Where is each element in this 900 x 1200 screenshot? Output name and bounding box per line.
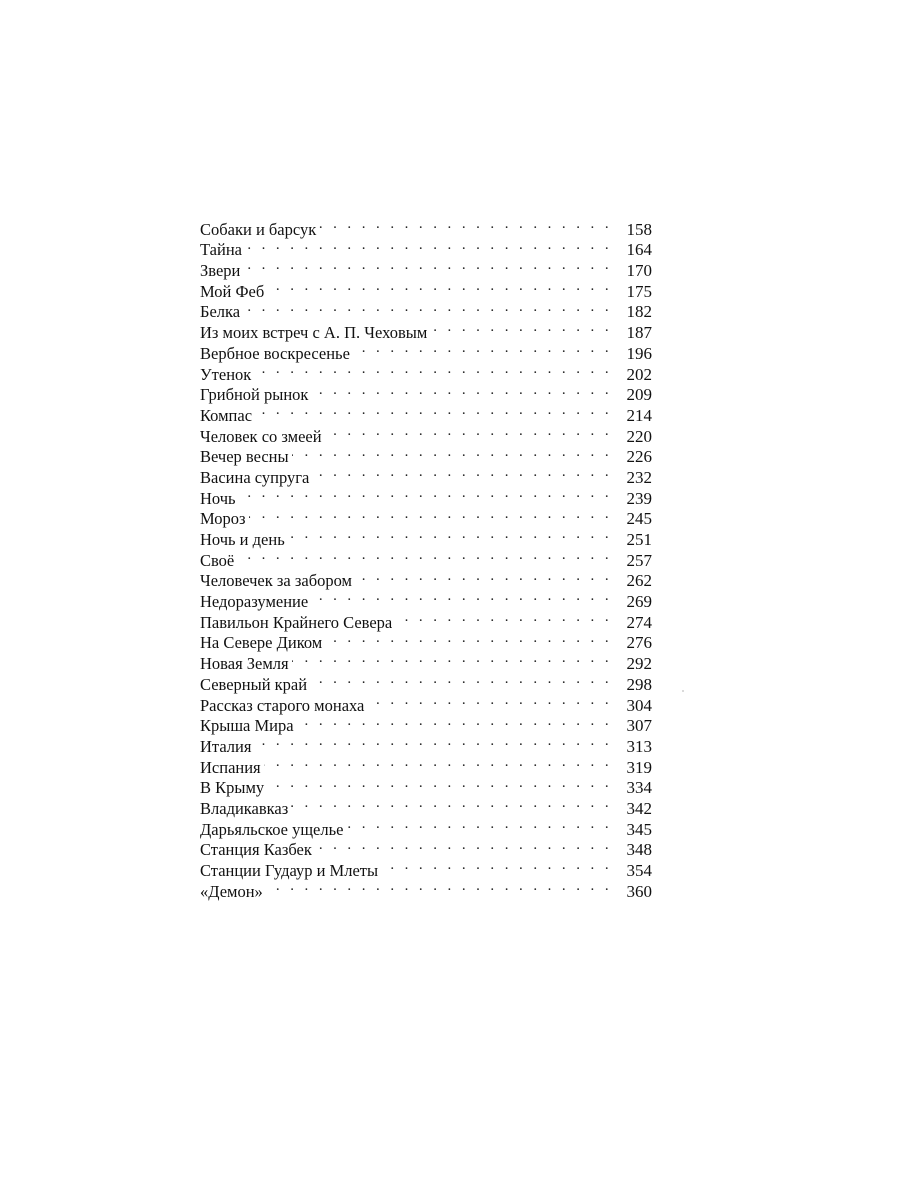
toc-entry-title: Мороз <box>200 509 246 529</box>
dot-leader <box>292 648 612 669</box>
toc-entry-title: Италия <box>200 736 252 756</box>
dot-leader <box>254 359 612 380</box>
toc-entry-title: Своё <box>200 550 235 570</box>
dot-leader <box>249 504 612 525</box>
toc-entry-title: Мой Феб <box>200 281 265 301</box>
toc-entry-page-number: 251 <box>626 530 652 549</box>
toc-entry-page-number: 170 <box>626 261 652 281</box>
toc-entry-page-number: 307 <box>626 716 652 736</box>
dot-leader <box>353 338 612 359</box>
toc-entry-page-number: 360 <box>626 881 652 901</box>
toc-entry-page-number: 342 <box>626 798 652 818</box>
dot-leader <box>297 711 612 732</box>
toc-entry <box>200 297 652 322</box>
toc-entry-title: Из моих встреч с А. П. Чеховым <box>200 323 428 343</box>
dot-leader <box>288 524 612 545</box>
toc-entry-page-number: 245 <box>626 509 652 529</box>
toc-entry-page-number: 175 <box>626 281 652 301</box>
toc-entry-title: Звери <box>200 261 241 281</box>
toc-entry-page-number: 292 <box>626 654 652 674</box>
toc-entry <box>200 504 652 529</box>
toc-entry-page-number: 274 <box>626 612 652 632</box>
toc-entry-title: Павильон Крайнего Севера <box>200 612 393 632</box>
toc-entry-title: Крыша Мира <box>200 716 294 736</box>
toc-entry <box>200 793 652 818</box>
dot-leader <box>310 669 612 690</box>
dot-leader <box>264 752 612 773</box>
toc-entry-page-number: 214 <box>626 405 652 425</box>
toc-entry-page-number: 319 <box>626 757 652 777</box>
toc-entry-title: В Крыму <box>200 778 265 798</box>
toc-entry-title: Человек со змеей <box>200 426 322 446</box>
toc-entry-title: Дарьяльское ущелье <box>200 819 344 839</box>
toc-entry-title: Владикавказ <box>200 798 289 818</box>
dot-leader <box>367 690 612 711</box>
dot-leader <box>237 545 612 566</box>
toc-entry-title: Недоразумение <box>200 592 309 612</box>
toc-entry-title: Ночь <box>200 488 236 508</box>
toc-entry-title: Вербное воскресенье <box>200 343 350 363</box>
toc-entry <box>200 359 652 384</box>
toc-entry-page-number: 226 <box>626 447 652 467</box>
toc-entry <box>200 235 652 260</box>
dot-leader <box>325 421 612 442</box>
toc-entry <box>200 876 652 901</box>
dot-leader <box>311 380 612 401</box>
toc-entry <box>200 400 652 425</box>
toc-entry <box>200 380 652 405</box>
toc-entry-title: Тайна <box>200 240 242 260</box>
toc-entry <box>200 421 652 446</box>
dot-leader <box>311 586 612 607</box>
toc-entry <box>200 317 652 343</box>
toc-entry-page-number: 158 <box>626 219 652 239</box>
toc-entry-page-number: 232 <box>626 467 652 487</box>
dot-leader <box>395 607 612 628</box>
toc-entry <box>200 524 652 549</box>
toc-entry-title: Ночь и день <box>200 530 285 549</box>
toc-entry <box>200 752 652 777</box>
dot-leader <box>267 276 612 297</box>
toc-entry-page-number: 262 <box>626 571 652 591</box>
toc-entry-title: Белка <box>200 302 241 322</box>
dot-leader <box>381 855 612 876</box>
dot-leader <box>267 773 612 794</box>
toc-entry-title: Вечер весны <box>200 447 289 467</box>
toc-entry-title: Станции Гудаур и Млеты <box>200 861 379 880</box>
toc-entry-page-number: 182 <box>626 302 652 322</box>
toc-entry-title: Утенок <box>200 364 252 384</box>
toc-entry-page-number: 354 <box>626 861 652 880</box>
toc-entry-title: Испания <box>200 757 261 777</box>
toc-entry-title: «Демон» <box>200 881 263 901</box>
dot-leader <box>325 628 612 649</box>
toc-entry-title: На Севере Диком <box>200 633 323 653</box>
toc-entry-page-number: 269 <box>626 592 652 612</box>
toc-entry-page-number: 239 <box>626 488 652 508</box>
toc-entry-title: Компас <box>200 405 253 425</box>
toc-entry <box>200 276 652 301</box>
dot-leader <box>346 814 612 835</box>
toc-entry <box>200 214 652 239</box>
toc-entry-page-number: 334 <box>626 778 652 798</box>
toc-entry <box>200 255 652 281</box>
toc-entry-page-number: 202 <box>626 364 652 384</box>
toc-entry <box>200 566 652 591</box>
dot-leader <box>239 483 612 504</box>
toc-entry-page-number: 348 <box>626 840 652 860</box>
toc-entry-page-number: 220 <box>626 426 652 446</box>
dot-leader <box>312 462 612 483</box>
toc-entry-title: Новая Земля <box>200 654 289 674</box>
toc-entry-page-number: 187 <box>626 323 652 343</box>
toc-entry-title: Рассказ старого монаха <box>200 695 365 715</box>
toc-entry-page-number: 276 <box>626 633 652 653</box>
toc-entry-page-number: 164 <box>626 240 652 260</box>
dot-leader <box>355 566 612 587</box>
dot-leader <box>254 731 612 752</box>
dot-leader <box>315 835 612 856</box>
paper-speck <box>682 690 684 692</box>
toc-entry-title: Собаки и барсук <box>200 219 317 239</box>
toc-entry <box>200 773 652 798</box>
toc-entry-title: Грибной рынок <box>200 385 309 405</box>
toc-entry-title: Северный край <box>200 674 308 694</box>
toc-entry <box>200 545 652 570</box>
toc-entry-page-number: 209 <box>626 385 652 405</box>
dot-leader <box>243 297 612 318</box>
dot-leader <box>266 876 612 897</box>
dot-leader <box>291 793 612 814</box>
dot-leader <box>243 255 612 276</box>
toc-entry-page-number: 257 <box>626 550 652 570</box>
dot-leader <box>430 317 612 338</box>
toc-entry-page-number: 196 <box>626 343 652 363</box>
toc-entry-title: Васина супруга <box>200 467 310 487</box>
toc-entry-page-number: 304 <box>626 695 652 715</box>
toc-entry-page-number: 313 <box>626 736 652 756</box>
dot-leader <box>245 235 612 256</box>
dot-leader <box>292 442 612 463</box>
toc-entry-title: Человечек за забором <box>200 571 352 591</box>
table-of-contents <box>200 214 652 901</box>
toc-entry <box>200 483 652 508</box>
toc-entry-page-number: 345 <box>626 819 652 839</box>
toc-entry-page-number: 298 <box>626 674 652 694</box>
dot-leader <box>255 400 612 421</box>
dot-leader <box>319 214 612 235</box>
toc-entry <box>200 731 652 756</box>
toc-entry-title: Станция Казбек <box>200 840 312 860</box>
